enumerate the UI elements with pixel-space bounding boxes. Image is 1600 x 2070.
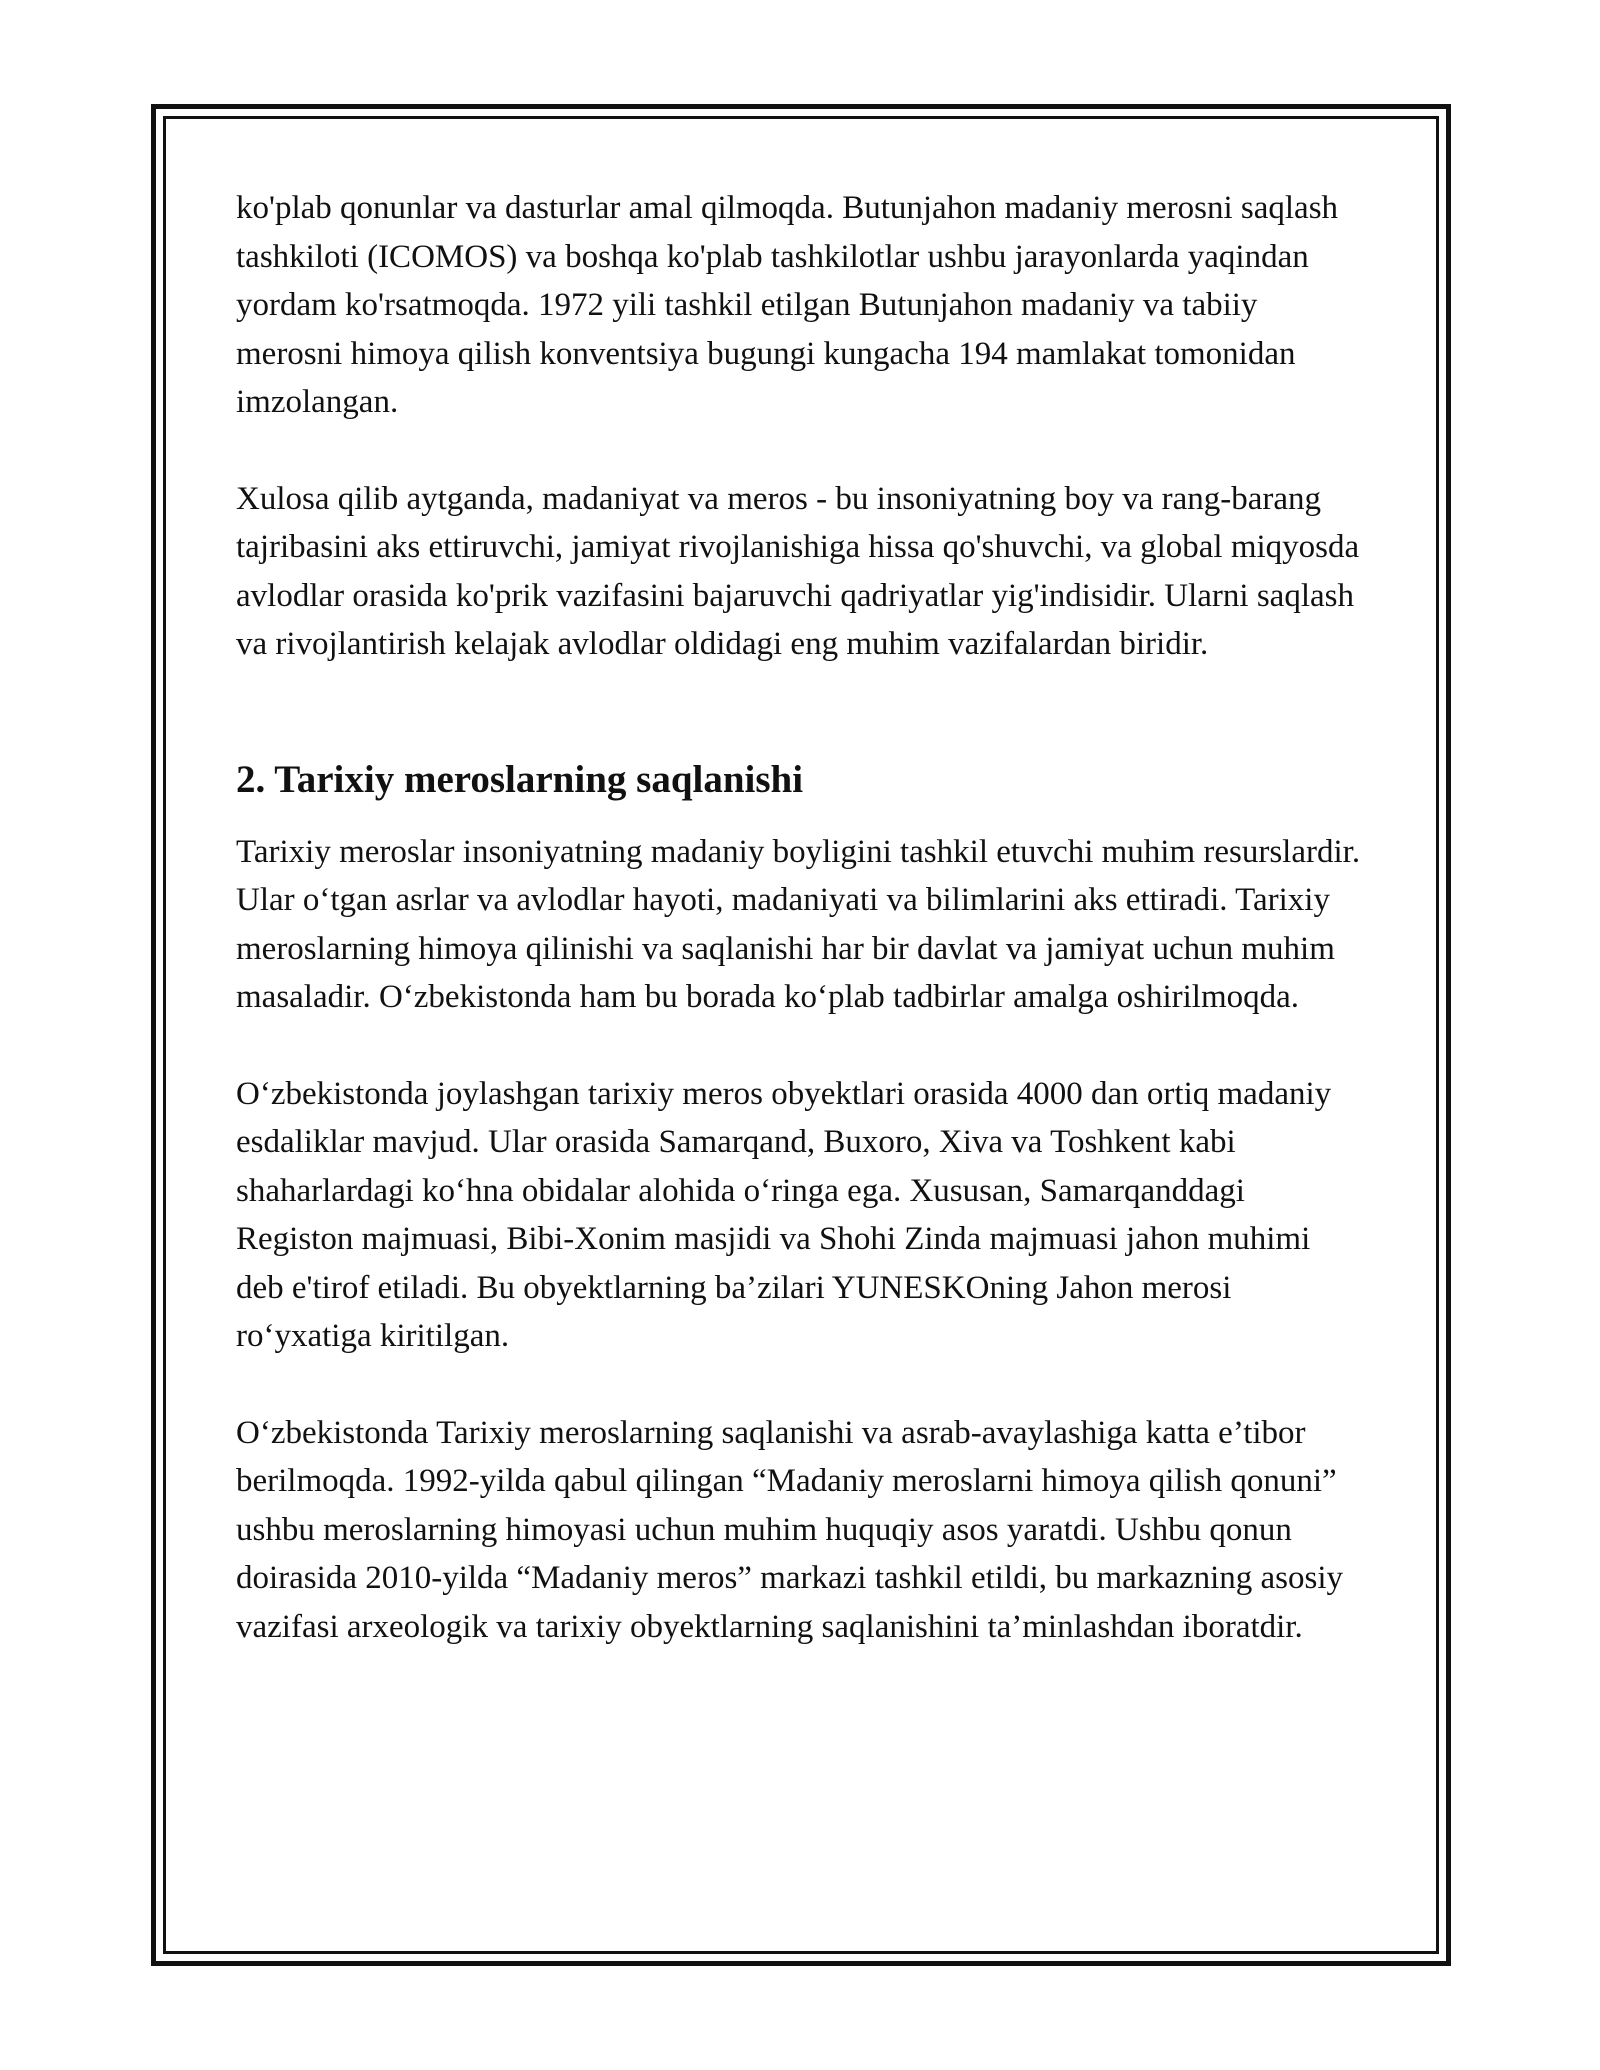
heading-spacer <box>236 806 1366 828</box>
section-heading: 2. Tarixiy meroslarning saqlanishi <box>236 757 804 801</box>
page-content <box>236 184 1366 1651</box>
paragraph-spacer <box>236 1361 1366 1409</box>
paragraph-historical-heritage: Tarixiy meroslar insoniyatning madaniy boyligini tashkil etuvchi muhim resurslardir. Ular o‘tgan asrlar va avlodlar hayoti, madaniyati va bilimlarini aks ettiradi. Tarixiy meroslarning himoya qilinishi va saqlanishi har bir davlat va jamiyat uchun muhim masaladir. O‘zbekistonda ham bu borada ko‘plab tadbirlar amalga oshirilmoqda. <box>236 833 1361 1015</box>
paragraph-conclusion: Xulosa qilib aytganda, madaniyat va meros - bu insoniyatning boy va rang-barang tajribasini aks ettiruvchi, jamiyat rivojlanishiga hissa qo'shuvchi, va global miqyosda avlodlar orasida ko'prik vazifasini bajaruvchi qadriyatlar yig'indisidir. Ularni saqlash va rivojlantirish kelajak avlodlar oldidagi eng muhim vazifalardan biridir. <box>236 480 1360 662</box>
paragraph-heritage-law: O‘zbekistonda Tarixiy meroslarning saqlanishi va asrab-avaylashiga katta e’tibor berilmoqda. 1992-yilda qabul qilingan “Madaniy meroslarni himoya qilish qonuni” ushbu meroslarning himoyasi uchun muhim huquqiy asos yaratdi. Ushbu qonun doirasida 2010-yilda “Madaniy meros” markazi tashkil etildi, bu markazning asosiy vazifasi arxeologik va tarixiy obyektlarning saqlanishini ta’minlashdan iboratdir. <box>236 1414 1344 1645</box>
paragraph-spacer <box>236 1022 1366 1070</box>
paragraph-spacer <box>236 669 1366 754</box>
paragraph-spacer <box>236 427 1366 475</box>
paragraph-heritage-objects: O‘zbekistonda joylashgan tarixiy meros obyektlari orasida 4000 dan ortiq madaniy esdaliklar mavjud. Ular orasida Samarqand, Buxoro, Xiva va Toshkent kabi shaharlardagi ko‘hna obidalar alohida o‘ringa ega. Xususan, Samarqanddagi Registon majmuasi, Bibi-Xonim masjidi va Shohi Zinda majmuasi jahon muhimi deb e'tirof etiladi. Bu obyektlarning ba’zilari YUNESKOning Jahon merosi ro‘yxatiga kiritilgan. <box>236 1075 1332 1354</box>
paragraph-icomos: ko'plab qonunlar va dasturlar amal qilmoqda. Butunjahon madaniy merosni saqlash tashkiloti (ICOMOS) va boshqa ko'plab tashkilotlar ushbu jarayonlarda yaqindan yordam ko'rsatmoqda. 1972 yili tashkil etilgan Butunjahon madaniy va tabiiy merosni himoya qilish konventsiya bugungi kungacha 194 mamlakat tomonidan imzolangan. <box>236 190 1339 420</box>
